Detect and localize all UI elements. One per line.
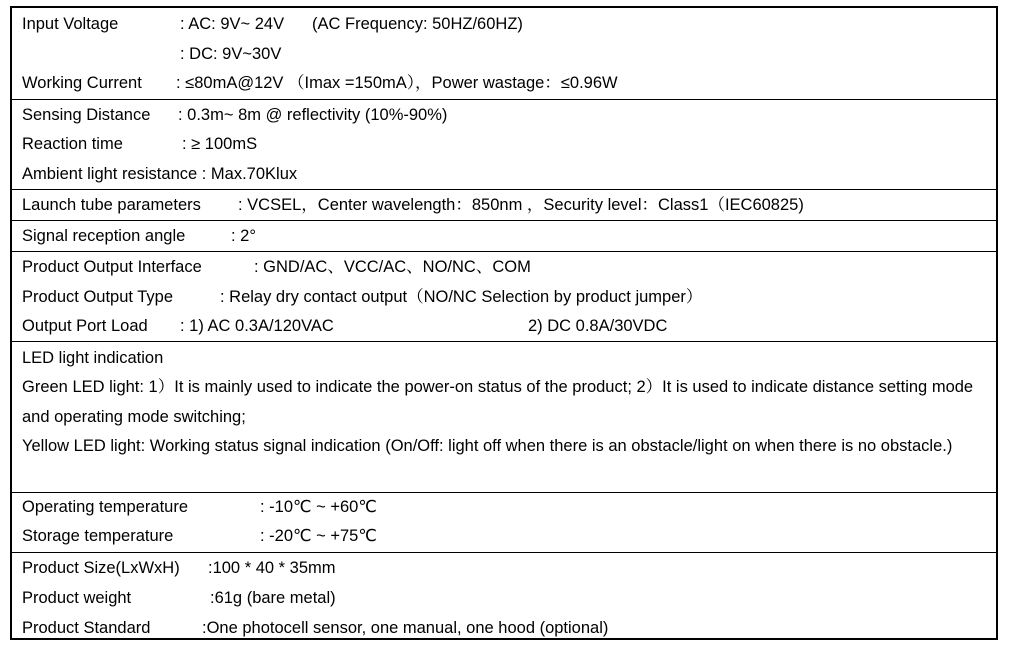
- led-heading: LED light indication: [22, 349, 164, 367]
- output-interface-value: : GND/AC、VCC/AC、NO/NC、COM: [254, 258, 531, 276]
- sensing-distance-value: : 0.3m~ 8m @ reflectivity (10%-90%): [178, 106, 448, 124]
- yellow-led-text: Yellow LED light: Working status signal indication (On/Off: light off when there is an obstacle/light on when there is no obstacle.): [22, 437, 953, 455]
- product-size-label: Product Size(LxWxH): [22, 559, 180, 577]
- product-weight-value: :61g (bare metal): [210, 589, 336, 607]
- green-led-text: Green LED light: 1）It is mainly used to indicate the power-on status of the product; 2）It is used to indicate distance setting mode and operating mode switching;: [22, 378, 974, 426]
- launch-tube-label: Launch tube parameters: [22, 196, 201, 214]
- input-voltage-label: Input Voltage: [22, 15, 119, 33]
- output-load-label: Output Port Load: [22, 317, 148, 335]
- led-section: [12, 341, 996, 493]
- product-standard-label: Product Standard: [22, 619, 151, 637]
- output-interface-label: Product Output Interface: [22, 258, 202, 276]
- output-type-label: Product Output Type: [22, 288, 174, 306]
- input-voltage-ac-value: : AC: 9V~ 24V: [180, 15, 285, 33]
- operating-temperature-value: : -10℃ ~ +60℃: [260, 498, 377, 516]
- product-weight-label: Product weight: [22, 589, 132, 607]
- input-voltage-dc-value: : DC: 9V~30V: [180, 45, 282, 63]
- storage-temperature-value: : -20℃ ~ +75℃: [260, 527, 377, 545]
- storage-temperature-label: Storage temperature: [22, 527, 174, 545]
- output-load-value-ac: : 1) AC 0.3A/120VAC: [180, 317, 334, 335]
- working-current-value: : ≤80mA@12V （Imax =150mA），Power wastage：≤0.96W: [176, 74, 618, 92]
- sensing-section: [12, 99, 996, 190]
- output-load-value-dc: 2) DC 0.8A/30VDC: [528, 317, 668, 335]
- reception-angle-value: : 2°: [231, 227, 256, 245]
- product-standard-value: :One photocell sensor, one manual, one hood (optional): [202, 619, 609, 637]
- output-type-value: : Relay dry contact output（NO/NC Selection by product jumper）: [220, 288, 703, 306]
- product-size-value: :100 * 40 * 35mm: [208, 559, 336, 577]
- operating-temperature-label: Operating temperature: [22, 498, 189, 516]
- reaction-time-value: : ≥ 100mS: [182, 135, 258, 153]
- spec-table: [10, 6, 998, 640]
- product-section: [12, 552, 996, 640]
- temperature-section: [12, 492, 996, 553]
- power-section: [12, 8, 996, 100]
- ac-frequency-value: (AC Frequency: 50HZ/60HZ): [312, 15, 523, 33]
- ambient-light-text: Ambient light resistance : Max.70Klux: [22, 165, 298, 183]
- reception-angle-label: Signal reception angle: [22, 227, 186, 245]
- working-current-label: Working Current: [22, 74, 142, 92]
- reception-section: [12, 220, 996, 252]
- output-section: [12, 251, 996, 342]
- launch-section: [12, 189, 996, 221]
- launch-tube-value: : VCSEL，Center wavelength：850nm ，Security level：Class1（IEC60825): [238, 196, 804, 214]
- reaction-time-label: Reaction time: [22, 135, 123, 153]
- sensing-distance-label: Sensing Distance: [22, 106, 151, 124]
